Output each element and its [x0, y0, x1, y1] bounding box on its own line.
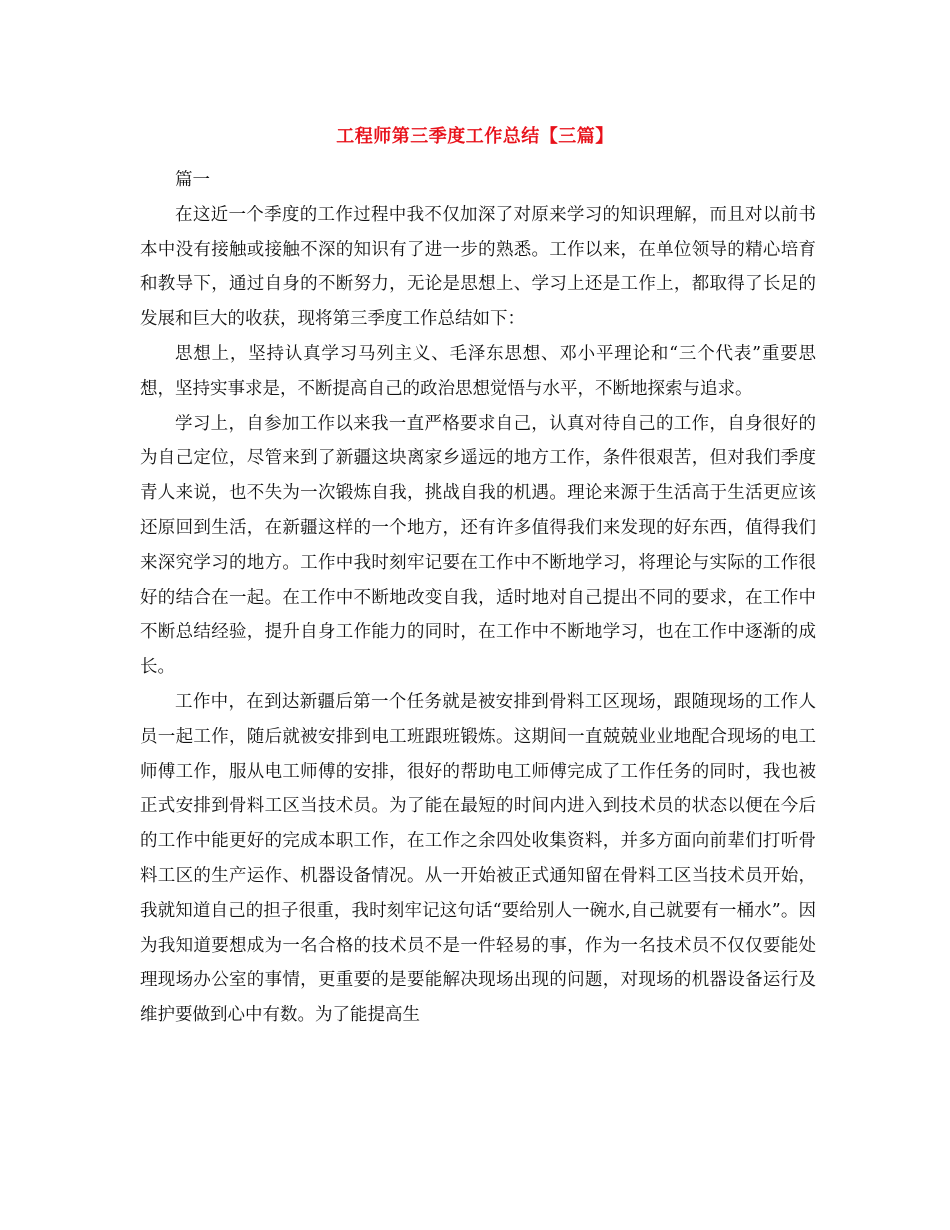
paragraph-study: 学习上，自参加工作以来我一直严格要求自己，认真对待自己的工作，自身很好的为自己定位，尽管来到了新疆这块离家乡遥远的地方工作，条件很艰苦，但对我们季度青人来说，也不失为一次锻炼自我，挑战自我的机遇。理论来源于生活高于生活更应该还原回到生活，在新疆这样的一个地方，还有许多值得我们来发现的好东西，值得我们来深究学习的地方。工作中我时刻牢记要在工作中不断地学习，将理论与实际的工作很好的结合在一起。在工作中不断地改变自我，适时地对自己提出不同的要求，在工作中不断总结经验，提升自身工作能力的同时，在工作中不断地学习，也在工作中逐渐的成长。: [140, 413, 816, 678]
section-label: 篇一: [175, 170, 210, 190]
document-body: [140, 163, 816, 1033]
document-title: 工程师第三季度工作总结【三篇】: [336, 126, 614, 147]
paragraph-thought: 思想上，坚持认真学习马列主义、毛泽东思想、邓小平理论和“三个代表”重要思想，坚持实事求是，不断提高自己的政治思想觉悟与水平，不断地探索与追求。: [140, 343, 816, 399]
paragraph-work: 工作中，在到达新疆后第一个任务就是被安排到骨料工区现场，跟随现场的工作人员一起工作，随后就被安排到电工班跟班锻炼。这期间一直兢兢业业地配合现场的电工师傅工作，服从电工师傅的安排，很好的帮助电工师傅完成了工作任务的同时，我也被正式安排到骨料工区当技术员。为了能在最短的时间内进入到技术员的状态以便在今后的工作中能更好的完成本职工作，在工作之余四处收集资料，并多方面向前辈们打听骨料工区的生产运作、机器设备情况。从一开始被正式通知留在骨料工区当技术员开始，我就知道自己的担子很重，我时刻牢记这句话“要给别人一碗水,自己就要有一桶水”。因为我知道要想成为一名合格的技术员不是一件轻易的事，作为一名技术员不仅仅要能处理现场办公室的事情，更重要的是要能解决现场出现的问题，对现场的机器设备运行及维护要做到心中有数。为了能提高生: [140, 691, 816, 1026]
paragraph-intro: 在这近一个季度的工作过程中我不仅加深了对原来学习的知识理解，而且对以前书本中没有接触或接触不深的知识有了进一步的熟悉。工作以来，在单位领导的精心培育和教导下，通过自身的不断努力，无论是思想上、学习上还是工作上，都取得了长足的发展和巨大的收获，现将第三季度工作总结如下：: [140, 204, 816, 330]
